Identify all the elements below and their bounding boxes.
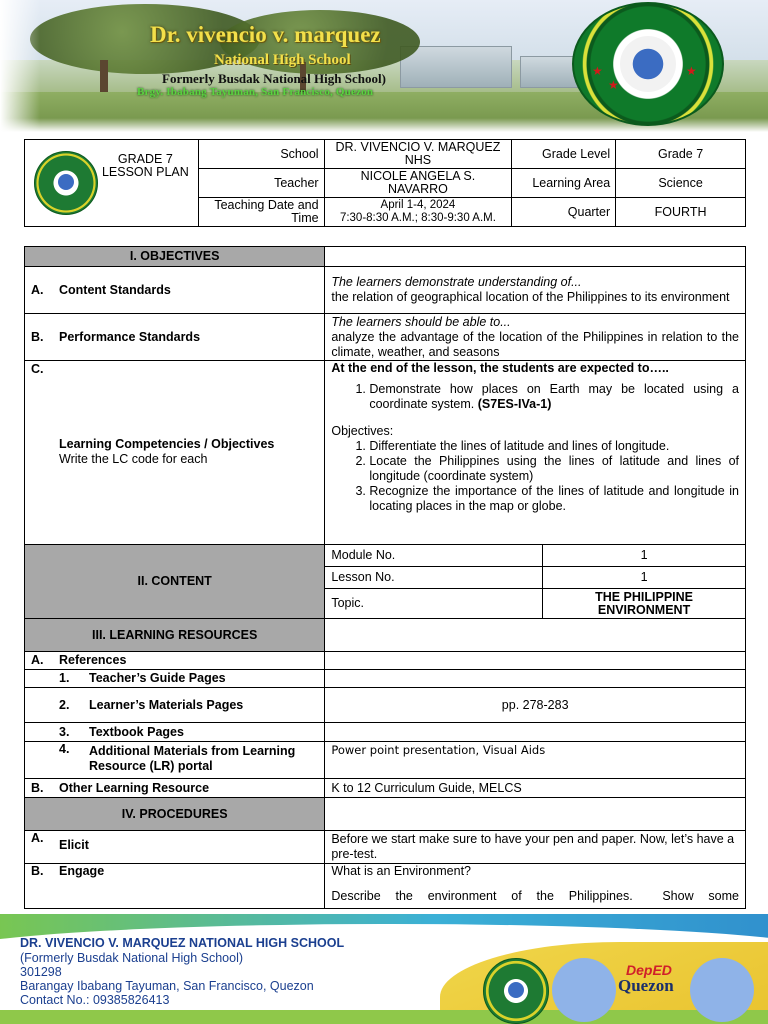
performance-standards-letter: B. (31, 329, 44, 344)
teacher-label: Teacher (198, 169, 324, 198)
objective-item: 2. Locate the Philippines using the lines of latitude and lines of longitude (coordinate system) (369, 454, 739, 484)
objective-item: 1. Differentiate the lines of latitude and lines of longitude. (369, 439, 739, 454)
engage-letter: B. (31, 864, 44, 878)
seal-torch-icon (620, 36, 676, 92)
elicit-label: Elicit (59, 838, 89, 852)
competencies-label-cell (25, 361, 325, 545)
other-resource-letter: B. (31, 780, 44, 795)
elicit-letter: A. (31, 831, 44, 845)
grade-level-label: Grade Level (512, 140, 616, 169)
footer-address: Barangay Ibabang Tayuman, San Francisco, Quezon (20, 979, 314, 993)
deped-quezon-logo (618, 962, 686, 1012)
module-label: Module No. (325, 545, 543, 567)
content-standards-label-row (31, 283, 318, 298)
resource-item-value: Power point presentation, Visual Aids (331, 743, 546, 757)
deped-logo-text: DepED (626, 962, 672, 978)
engage-value (325, 864, 746, 909)
elicit-label-cell (25, 831, 325, 864)
banner-fade (0, 0, 40, 132)
elicit-label-row (31, 831, 318, 853)
content-standards-text: the relation of geographical location of the Philippines to its environment (331, 290, 730, 304)
resource-item-number: 2. (59, 697, 70, 712)
footer-school-seal-logo (483, 958, 549, 1024)
seal-center (58, 174, 74, 190)
school-value: DR. VIVENCIO V. MARQUEZ NHS (324, 140, 512, 169)
lesson-plan-main-table (24, 246, 746, 909)
resource-item-label: Teacher’s Guide Pages (89, 671, 226, 685)
lesson-plan-header-table (24, 139, 746, 227)
competencies-value (325, 361, 746, 545)
references-label-cell (25, 652, 325, 670)
quezon-logo-text: Quezon (618, 976, 674, 995)
objectives-sub-label: Objectives: (331, 424, 394, 438)
performance-standards-label-row (31, 330, 318, 345)
other-resource-label-cell (25, 779, 325, 798)
elicit-value: Before we start make sure to have your pen and paper. Now, let’s have a pre-test. (325, 831, 746, 864)
star-icon: ★ (592, 64, 603, 78)
other-resource-label-row (31, 781, 318, 796)
competencies-sublabel: Write the LC code for each (59, 452, 208, 466)
references-label-row (31, 653, 318, 668)
resource-item-value (325, 670, 746, 688)
resource-item-label: Learner’s Materials Pages (89, 697, 244, 712)
engage-label-row (31, 864, 318, 879)
competencies-label: Learning Competencies / Objectives (59, 437, 275, 451)
resource-item-number: 3. (59, 724, 70, 739)
resource-item-label-cell (25, 670, 325, 688)
learning-area-label: Learning Area (512, 169, 616, 198)
performance-standards-text: analyze the advantage of the location of the Philippines in relation to the climate, weather, and seasons (331, 329, 739, 359)
content-standards-label: Content Standards (59, 282, 171, 297)
content-standards-letter: A. (31, 282, 44, 297)
grade-label: GRADE 7 (117, 152, 173, 166)
grade-level-value: Grade 7 (616, 140, 746, 169)
lesson-plan-label: LESSON PLAN (101, 165, 189, 179)
engage-text-description: Describe the environment of the Philippines. Show some (331, 889, 739, 903)
references-letter: A. (31, 653, 44, 667)
school-name-title: Dr. vivencio v. marquez (150, 22, 381, 47)
footer-logo-placeholder (552, 958, 616, 1022)
star-icon: ★ (608, 78, 619, 92)
procedures-heading: IV. PROCEDURES (25, 798, 325, 831)
teaching-date-label: Teaching Date and Time (198, 198, 324, 227)
objective-list (331, 439, 739, 514)
topic-value: THE PHILIPPINE ENVIRONMENT (543, 589, 746, 619)
resource-item-value: pp. 278-283 (325, 688, 746, 723)
grade-lesson-plan-cell (25, 140, 199, 227)
competency-item (369, 382, 739, 412)
competencies-intro: At the end of the lesson, the students are expected to….. (331, 361, 669, 375)
topic-label: Topic. (325, 589, 543, 619)
teaching-time: 7:30-8:30 A.M.; 8:30-9:30 A.M. (339, 212, 496, 224)
star-icon: ★ (686, 64, 697, 78)
content-standards-intro: The learners demonstrate understanding of... (331, 275, 582, 289)
footer-green-strip (0, 1010, 768, 1024)
engage-text-question: What is an Environment? (331, 864, 471, 878)
school-seal-logo (572, 2, 724, 126)
school-building-image (400, 46, 512, 88)
page-footer (0, 914, 768, 1024)
content-standards-value (325, 267, 746, 314)
footer-school-name: DR. VIVENCIO V. MARQUEZ NATIONAL HIGH SCHOOL (20, 936, 345, 950)
resource-item-label-cell (25, 723, 325, 742)
learning-resources-heading: III. LEARNING RESOURCES (25, 619, 325, 652)
school-name-subtitle: National High School (214, 52, 351, 68)
learning-area-value: Science (616, 169, 746, 198)
competency-code: (S7ES-IVa-1) (477, 397, 552, 411)
resource-item-label: Additional Materials from Learning Resource (LR) portal (89, 744, 296, 773)
lesson-value: 1 (543, 567, 746, 589)
resource-item-label-cell (25, 742, 325, 779)
other-resource-value: K to 12 Curriculum Guide, MELCS (325, 779, 746, 798)
school-label: School (198, 140, 324, 169)
header-banner (0, 0, 768, 132)
quarter-value: FOURTH (616, 198, 746, 227)
teaching-date: April 1-4, 2024 (380, 199, 456, 211)
references-value (325, 652, 746, 670)
engage-label: Engage (59, 864, 105, 878)
school-former-name: Formerly Busdak National High School) (162, 71, 386, 86)
teaching-date-value (324, 198, 512, 227)
other-resource-label: Other Learning Resource (59, 780, 210, 795)
content-heading: II. CONTENT (25, 545, 325, 619)
performance-standards-value (325, 314, 746, 361)
school-address: Brgy. Ibabang Tayuman, San Francisco, Quezon (137, 86, 374, 98)
performance-standards-intro: The learners should be able to... (331, 314, 511, 329)
lesson-label: Lesson No. (325, 567, 543, 589)
resource-item-value-cell (325, 742, 746, 779)
content-standards-label-cell (25, 267, 325, 314)
school-seal-small-logo (34, 151, 98, 215)
footer-school-id: 301298 (20, 965, 62, 979)
competencies-label-wrap (59, 437, 274, 467)
footer-logo-placeholder (690, 958, 754, 1022)
objectives-heading: I. OBJECTIVES (25, 247, 325, 267)
objective-item: 3. Recognize the importance of the lines of latitude and longitude in locating places in the map or globe. (369, 484, 739, 514)
competencies-letter: C. (31, 362, 44, 376)
engage-label-cell (25, 864, 325, 909)
module-value: 1 (543, 545, 746, 567)
procedures-heading-blank (325, 798, 746, 831)
quarter-label: Quarter (512, 198, 616, 227)
learning-resources-heading-blank (325, 619, 746, 652)
footer-formerly: (Formerly Busdak National High School) (20, 951, 244, 965)
performance-standards-label: Performance Standards (59, 329, 201, 344)
resource-item-row (31, 742, 318, 774)
references-label: References (59, 653, 127, 667)
footer-contact: Contact No.: 09385826413 (20, 993, 170, 1007)
competency-list (331, 382, 739, 412)
resource-item-label-cell (25, 688, 325, 723)
resource-item-value (325, 723, 746, 742)
resource-item-label: Textbook Pages (89, 724, 184, 739)
teacher-value: NICOLE ANGELA S. NAVARRO (324, 169, 512, 198)
resource-item-number: 4. (59, 742, 70, 756)
seal-center (508, 982, 524, 998)
performance-standards-label-cell (25, 314, 325, 361)
objectives-heading-blank (325, 247, 746, 267)
competency-text: Demonstrate how places on Earth may be located using a coordinate system. (369, 382, 739, 411)
resource-item-number: 1. (59, 671, 70, 685)
